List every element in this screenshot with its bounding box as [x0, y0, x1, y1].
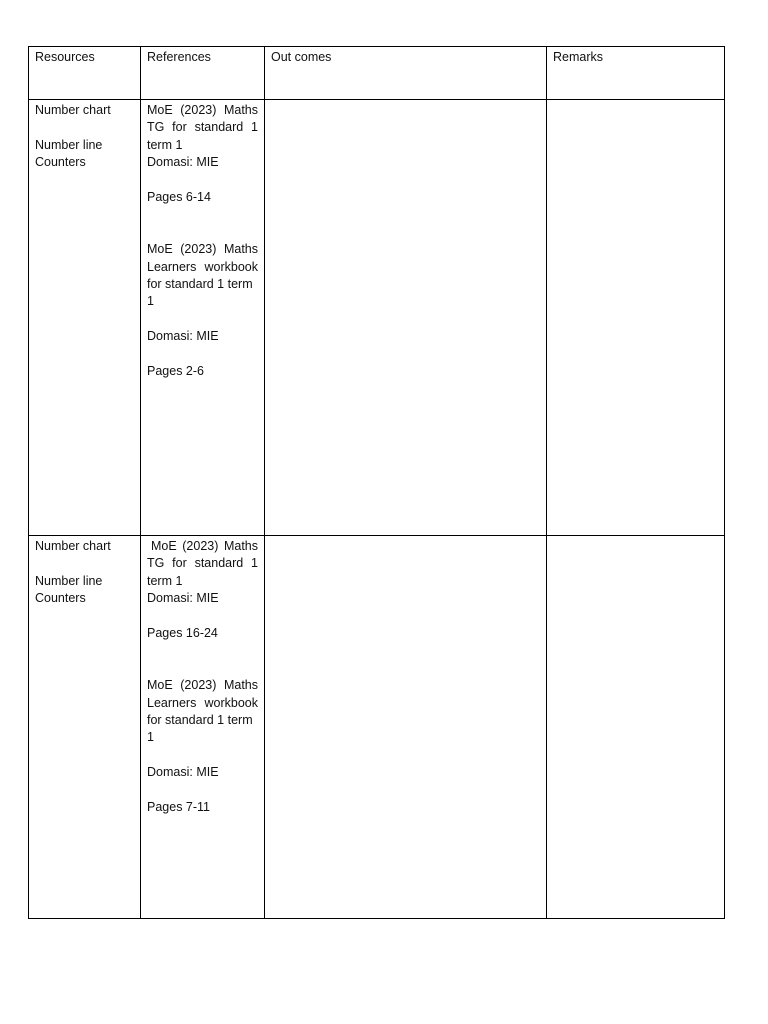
header-resources: Resources [29, 47, 141, 100]
resource-item: Counters [35, 155, 86, 170]
remarks-cell [547, 100, 725, 536]
outcomes-cell [265, 100, 547, 536]
outcomes-cell [265, 536, 547, 919]
reference-publisher: Domasi: MIE [147, 765, 219, 780]
reference-line: MoE (2023) Maths [147, 103, 258, 117]
reference-publisher: Domasi: MIE [147, 329, 219, 344]
reference-line: for standard 1 term [147, 713, 253, 728]
table-row [29, 100, 725, 536]
resource-item: Counters [35, 591, 86, 606]
reference-pages: Pages 6-14 [147, 190, 211, 205]
header-remarks: Remarks [547, 47, 725, 100]
header-references: References [141, 47, 265, 100]
references-cell [141, 100, 265, 536]
header-outcomes: Out comes [265, 47, 547, 100]
resource-item: Number line [35, 573, 103, 588]
reference-line: MoE (2023) Maths [147, 678, 258, 693]
reference-line: term 1 [147, 573, 183, 588]
reference-line: MoE (2023) Maths [151, 539, 258, 553]
resource-item: Number line [35, 137, 103, 152]
reference-line: term 1 [147, 137, 183, 152]
lesson-table [28, 46, 725, 919]
references-cell [141, 536, 265, 919]
table-row [29, 536, 725, 919]
reference-publisher: Domasi: MIE [147, 155, 219, 170]
reference-line: Learners workbook [147, 695, 258, 710]
reference-line: MoE (2023) Maths [147, 242, 258, 257]
reference-pages: Pages 16-24 [147, 626, 218, 641]
reference-pages: Pages 7-11 [147, 800, 211, 815]
reference-publisher: Domasi: MIE [147, 591, 219, 606]
resources-cell [29, 536, 141, 919]
resources-cell [29, 100, 141, 536]
remarks-cell [547, 536, 725, 919]
reference-line: Learners workbook [147, 259, 258, 274]
reference-line: TG for standard 1 [147, 556, 258, 571]
reference-line: for standard 1 term [147, 277, 253, 292]
reference-line: TG for standard 1 [147, 120, 258, 135]
reference-line: 1 [147, 294, 154, 309]
reference-pages: Pages 2-6 [147, 364, 204, 379]
table-header-row [29, 47, 725, 100]
resource-item: Number chart [35, 103, 111, 117]
reference-line: 1 [147, 730, 154, 745]
resource-item: Number chart [35, 539, 111, 553]
